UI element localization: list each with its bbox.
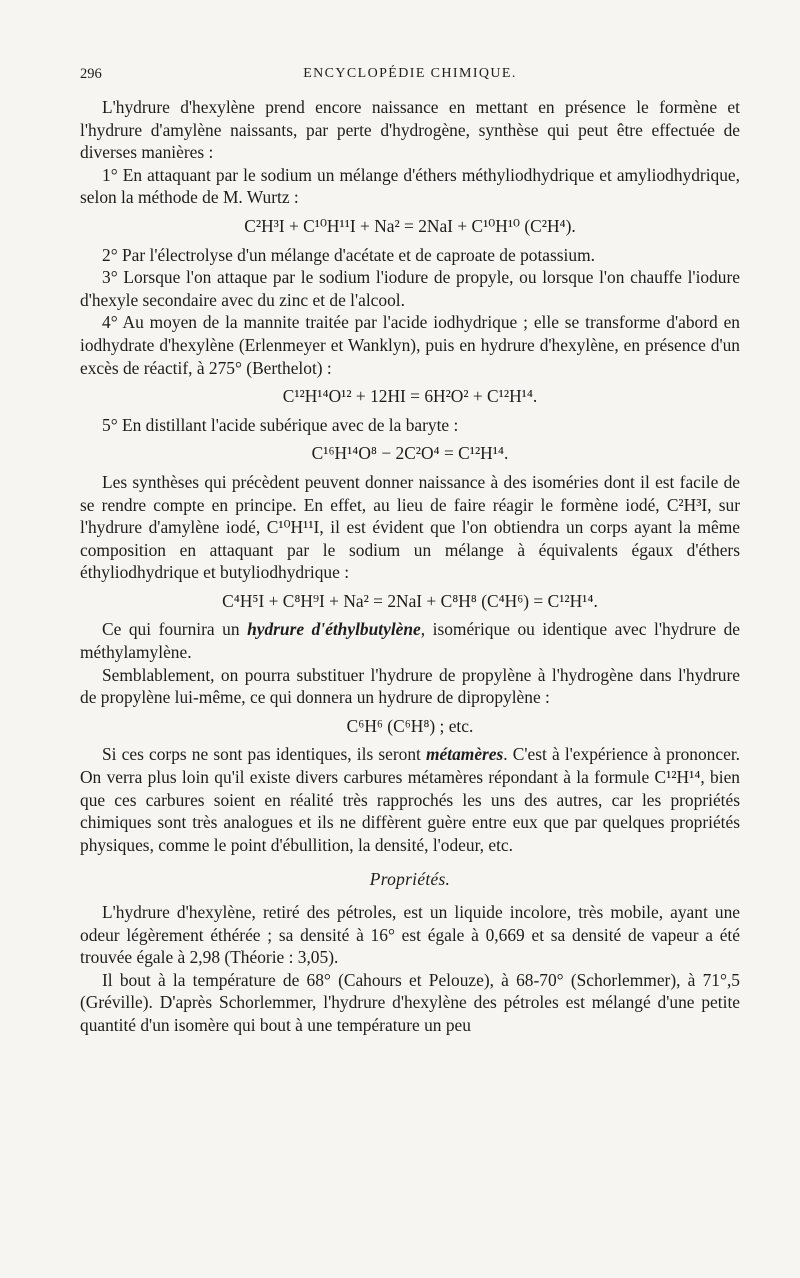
paragraph-dipropylene: Semblablement, on pourra substituer l'hydrure de propylène à l'hydrogène dans l'hydrure de propylène lui-même, ce qui donnera un hydrure de dipropylène : [80,664,740,708]
paragraph-metameres [80,743,740,856]
paragraph-method-2: 2° Par l'électrolyse d'un mélange d'acétate et de caproate de potassium. [102,244,595,265]
running-title: ENCYCLOPÉDIE CHIMIQUE. [303,66,517,81]
text-run: . C'est à l'expérience à prononcer. On verra plus loin qu'il existe divers carbures métamères répondant à la formule C¹²H¹⁴, bien que ces carbures soient en réalité très rapprochés les uns des autres, car les propriétés chimiques sont très analogues et ils ne diffèrent guère entre eux que par quelques propriétés physiques, comme le point d'ébullition, la densité, l'odeur, etc. [80,744,740,855]
page-number: 296 [80,66,102,82]
paragraph-method-1: 1° En attaquant par le sodium un mélange d'éthers méthyliodhydrique et amyliodhydrique, selon la méthode de M. Wurtz : [80,164,740,208]
paragraph-ethylbutylene [80,618,740,663]
equation-wurtz: C²H³I + C¹⁰H¹¹I + Na² = 2NaI + C¹⁰H¹⁰ (C²H⁴). [244,215,576,236]
text-run: , isomérique ou identique avec l'hydrure de méthylamylène. [80,619,740,663]
text-run: Si ces corps ne sont pas identiques, ils seront [102,744,427,765]
running-header [80,62,740,86]
paragraph-properties: L'hydrure d'hexylène, retiré des pétroles, est un liquide incolore, très mobile, ayant une odeur légèrement éthérée ; sa densité à 16° est égale à 0,669 et sa densité de vapeur a été trouvée égale à 2,98 (Théorie : 3,05). [80,902,740,968]
paragraph-method-5: 5° En distillant l'acide subérique avec de la baryte : [102,414,459,435]
equation-dipropylene: C⁶H⁶ (C⁶H⁸) ; etc. [346,715,474,736]
paragraph-method-3: 3° Lorsque l'on attaque par le sodium l'iodure de propyle, ou lorsque l'on chauffe l'iodure d'hexyle secondaire avec du zinc et de l'alcool. [80,267,740,310]
equation-suberic: C¹⁶H¹⁴O⁸ − 2C²O⁴ = C¹²H¹⁴. [311,443,509,464]
section-heading: Propriétés. [369,869,451,890]
page-body [80,96,740,1037]
emphasis-term: hydrure d'éthylbutylène [247,619,421,640]
paragraph-isomeries: Les synthèses qui précèdent peuvent donner naissance à des isoméries dont il est facile de se rendre compte en principe. En effet, au lieu de faire réagir le formène iodé, C²H³I, sur l'hydrure d'amylène iodé, C¹⁰H¹¹I, il est évident que l'on obtiendra un corps ayant la même composition en attaquant par le sodium un mélange à équivalents égaux d'éthers éthyliodhydrique et butyliodhydrique : [80,471,740,583]
paragraph-intro: L'hydrure d'hexylène prend encore naissance en mettant en présence le formène et l'hydrure d'amylène naissants, par perte d'hydrogène, synthèse qui peut être effectuée de diverses manières : [80,97,740,163]
paragraph-boiling-point: Il bout à la température de 68° (Cahours et Pelouze), à 68-70° (Schorlemmer), à 71°,5 (Gréville). D'après Schorlemmer, l'hydrure d'hexylène des pétroles est mélangé d'une petite quantité d'un isomère qui bout à une température un peu [80,969,740,1035]
paragraph-method-4: 4° Au moyen de la mannite traitée par l'acide iodhydrique ; elle se transforme d'abord en iodhydrate d'hexylène (Erlenmeyer et Wanklyn), puis en hydrure d'hexylène, en présence d'un excès de réactif, à 275° (Berthelot) : [80,312,740,378]
emphasis-term: métamères [426,744,504,765]
text-run: Ce qui fournira un [102,619,248,640]
equation-mannite: C¹²H¹⁴O¹² + 12HI = 6H²O² + C¹²H¹⁴. [282,386,538,407]
equation-ethylbutylene: C⁴H⁵I + C⁸H⁹I + Na² = 2NaI + C⁸H⁸ (C⁴H⁶) = C¹²H¹⁴. [222,590,598,611]
